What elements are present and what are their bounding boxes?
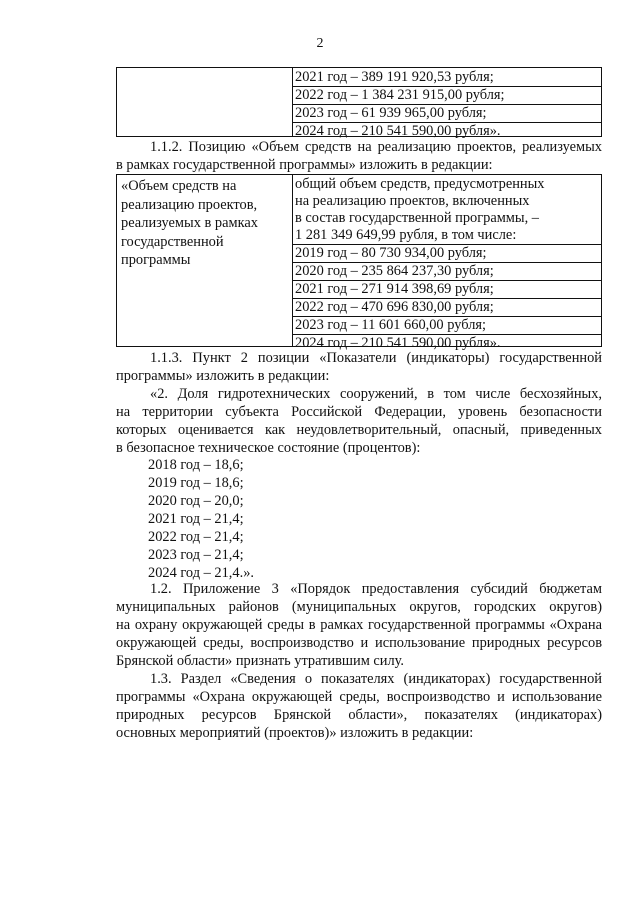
- table-left-cell-empty: [117, 68, 293, 136]
- funding-table-continuation: [116, 67, 602, 137]
- table-row: 2023 год – 11 601 660,00 рубля;: [293, 317, 601, 335]
- table-row: 2022 год – 470 696 830,00 рубля;: [293, 299, 601, 317]
- list-item: 2023 год – 21,4;: [148, 547, 244, 563]
- paragraph-1-1-3: 1.1.3. Пункт 2 позиции «Показатели (индикаторы) государственной программы» изложить в редакции:: [116, 350, 602, 384]
- table-right-cell: общий объем средств, предусмотренных на реализацию проектов, включенных в состав государственной программы, – 1 281 349 649,99 рубля, в том числе: 2019 год – 80 730 934,00 рубля; 2020 год – 235 864 237,30 рубля; 2021 год – 271 914 398,69 рубля; 2022 год – 470 696 830,00 рубля; 2023 год – 11 601 660,00 рубля; 2024 год – 210 541 590,00 рубля».: [293, 175, 601, 346]
- indicator-values-list: [148, 456, 254, 582]
- list-item: 2020 год – 20,0;: [148, 493, 244, 509]
- table-row: 2022 год – 1 384 231 915,00 рубля;: [293, 87, 601, 105]
- table-row: 2020 год – 235 864 237,30 рубля;: [293, 263, 601, 281]
- indicator-2-text: «2. Доля гидротехнических сооружений, в том числе бесхозяйных, на территории субъекта Российской Федерации, уровень безопасности которых оценивается как неудовлетворительный, опасный, приведенных в безопасное техническое состояние (процентов):: [116, 386, 602, 456]
- list-item: 2024 год – 21,4.».: [148, 565, 254, 581]
- list-item: 2018 год – 18,6;: [148, 457, 244, 473]
- table-row: 2024 год – 210 541 590,00 рубля».: [295, 123, 501, 139]
- table-left-cell: «Объем средств на реализацию проектов, реализуемых в рамках государственной программы: [117, 175, 293, 346]
- table-row: 2021 год – 389 191 920,53 рубля;: [293, 69, 601, 87]
- project-funding-table: [116, 174, 602, 351]
- list-item: 2022 год – 21,4;: [148, 529, 244, 545]
- table-row: 2019 год – 80 730 934,00 рубля;: [293, 245, 601, 263]
- page-number: 2: [316, 36, 324, 51]
- paragraph-1-3: 1.3. Раздел «Сведения о показателях (индикаторах) государственной программы «Охрана окружающей среды, воспроизводство и использование природных ресурсов Брянской области», показателях (индикаторах) основных мероприятий (проектов)» изложить в редакции:: [116, 671, 602, 741]
- table-row: 2023 год – 61 939 965,00 рубля;: [293, 105, 601, 123]
- table-row: 2021 год – 271 914 398,69 рубля;: [293, 281, 601, 299]
- list-item: 2019 год – 18,6;: [148, 475, 244, 491]
- paragraph-1-1-2: 1.1.2. Позицию «Объем средств на реализацию проектов, реализуемых в рамках государственной программы» изложить в редакции:: [116, 139, 602, 173]
- table-row: 2024 год – 210 541 590,00 рубля».: [295, 335, 501, 351]
- paragraph-1-2: 1.2. Приложение 3 «Порядок предоставления субсидий бюджетам муниципальных районов (муниципальных округов, городских округов) на охрану окружающей среды в рамках государственной программы «Охрана окружающей среды, воспроизводство и использование природных ресурсов Брянской области» признать утратившим силу.: [116, 581, 602, 669]
- list-item: 2021 год – 21,4;: [148, 511, 244, 527]
- table-right-cell: [293, 68, 601, 139]
